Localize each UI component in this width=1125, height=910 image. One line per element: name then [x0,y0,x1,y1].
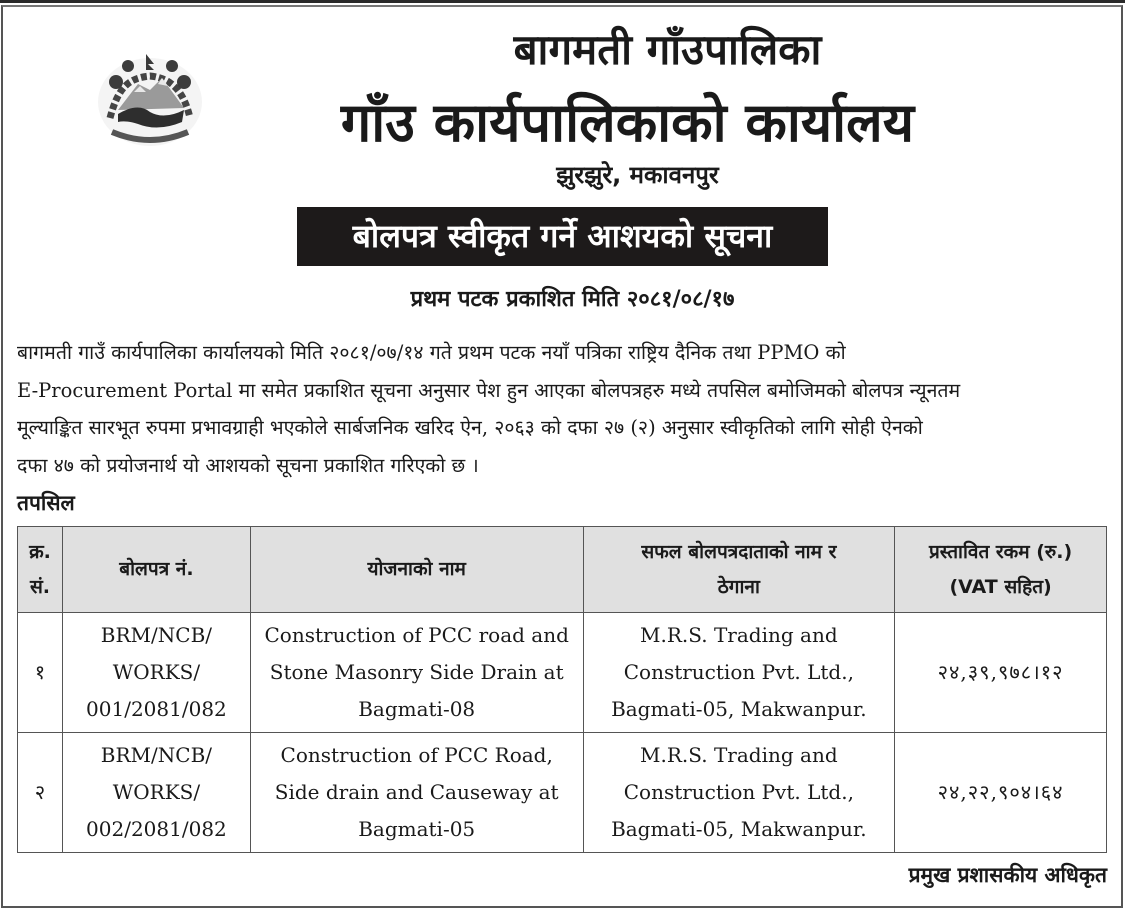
header-project-text: योजनाको नाम [367,558,466,580]
table-header-row [18,527,1107,613]
header-amount-line1: प्रस्तावित रकम (रु.) [929,540,1073,563]
cell-serial: २ [18,733,63,853]
header-project [250,527,583,613]
header-bidder-line2: ठेगाना [717,575,760,598]
cell-serial: १ [18,613,63,733]
table-caption: तपसिल [17,491,75,515]
header-bid-no [62,527,250,613]
body-line: बागमती गाउँ कार्यपालिका कार्यालयको मिति २०८१/०७/१४ गते प्रथम पटक नयाँ पत्रिका राष्ट्रिय दैनिक तथा PPMO को [17,341,846,364]
project-line: Stone Masonry Side Drain at [269,660,564,684]
office-address: झुरझुरे, मकावनपुर [556,161,719,189]
table-row [18,613,1107,733]
bid-no-line: 002/2081/082 [86,817,227,841]
bid-no-line: BRM/NCB/ [100,623,213,647]
header-serial-line1: क्र. [29,540,51,563]
header-serial [18,527,63,613]
office-name: गाँउ कार्यपालिकाको कार्यालय [340,91,915,154]
first-published-date: प्रथम पटक प्रकाशित मिति २०८१/०८/१७ [410,287,735,312]
project-line: Construction of PCC Road, [280,743,553,767]
bidder-line: Bagmati-05, Makwanpur. [611,697,867,721]
project-line: Construction of PCC road and [264,623,569,647]
header-serial-line2: सं. [29,575,50,598]
top-rule [0,0,1125,3]
cell-amount: २४,२२,९०४।६४ [895,733,1107,853]
project-line: Bagmati-08 [358,697,476,721]
project-line: Side drain and Causeway at [274,780,559,804]
bidder-line: Construction Pvt. Ltd., [623,780,854,804]
project-line: Bagmati-05 [358,817,476,841]
table-row [18,733,1107,853]
bidder-line: Construction Pvt. Ltd., [623,660,854,684]
signatory-title: प्रमुख प्रशासकीय अधिकृत [908,863,1107,887]
bidder-line: Bagmati-05, Makwanpur. [611,817,867,841]
cell-project [250,733,583,853]
cell-bidder [583,613,895,733]
notice-title-banner: बोलपत्र स्वीकृत गर्ने आशयको सूचना [297,207,828,266]
bidder-line: M.R.S. Trading and [640,623,838,647]
bid-table [17,526,1107,853]
cell-bid-no [62,733,250,853]
header-bidder-line1: सफल बोलपत्रदाताको नाम र [641,540,837,563]
body-line: दफा ४७ को प्रयोजनार्थ यो आशयको सूचना प्रकाशित गरिएको छ । [17,453,479,477]
header-amount-line2: (VAT सहित) [949,575,1052,598]
header-amount [895,527,1107,613]
bid-no-line: WORKS/ [112,660,201,684]
cell-bidder [583,733,895,853]
body-line: मूल्याङ्कित सारभूत रुपमा प्रभावग्राही भएकोले सार्बजनिक खरिद ऐन, २०६३ को दफा २७ (२) अनुसार स्वीकृतिको लागि सोही ऐनको [17,416,923,439]
bid-no-line: 001/2081/082 [86,697,227,721]
bid-no-line: WORKS/ [112,780,201,804]
municipality-name: बागमती गाँउपालिका [513,25,822,74]
bid-no-line: BRM/NCB/ [100,743,213,767]
cell-project [250,613,583,733]
cell-bid-no [62,613,250,733]
header-bid-no-text: बोलपत्र नं. [119,558,194,580]
cell-amount: २४,३९,९७८।१२ [895,613,1107,733]
bidder-line: M.R.S. Trading and [640,743,838,767]
header-bidder [583,527,895,613]
body-line: E-Procurement Portal मा समेत प्रकाशित सूचना अनुसार पेश हुन आएका बोलपत्रहरु मध्ये तपसिल बमोजिमको बोलपत्र न्यूनतम [17,378,961,402]
notice-body [17,334,1107,484]
